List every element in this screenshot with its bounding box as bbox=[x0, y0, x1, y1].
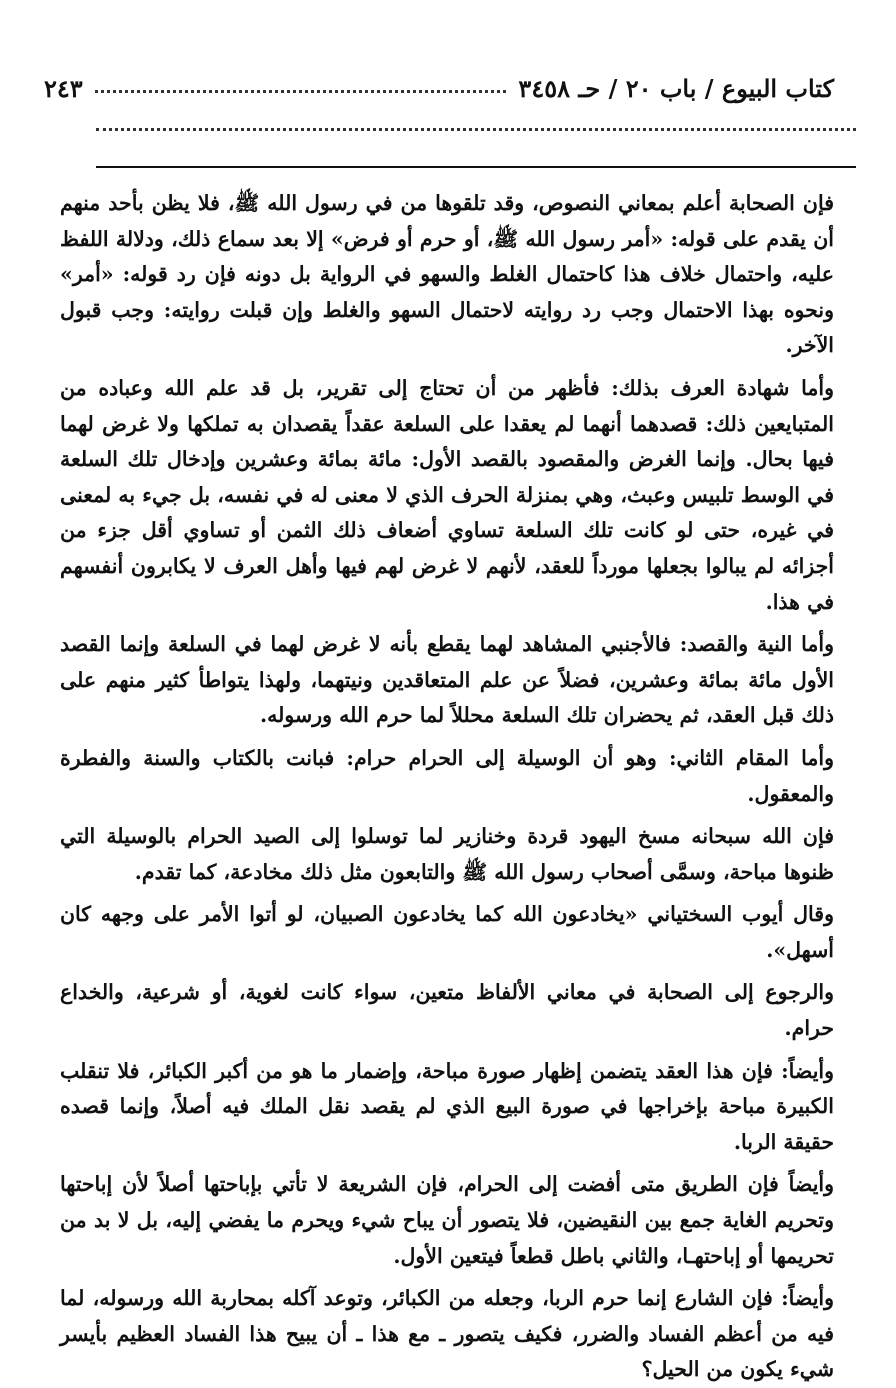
header-dot-leader bbox=[95, 90, 507, 93]
header-title: كتاب البيوع / باب ٢٠ / حـ ٣٤٥٨ bbox=[518, 73, 834, 103]
paragraph-2: وأما شهادة العرف بذلك: فأظهر من أن تحتاج إلى تقرير، بل قد علم الله وعباده من المتبايعين ذلك: قصدهما أنهما لم يعقدا على السلعة عقداً يقصدان به تملكها ولا غرض لهما فيها بحال. وإنما الغرض والمقصود بالقصد الأول: مائة بمائة وعشرين وإدخال تلك السلعة في الوسط تلبيس وعبث، وهي بمنزلة الحرف الذي لا معنى له في نفسه، بل جيء به لمعنى في غيره، حتى لو كانت تلك السلعة تساوي أضعاف ذلك الثمن أو تساوي أقل جزء من أجزائه لم يبالوا بجعلها مورداً للعقد، لأنهم لا غرض لهم فيها وأهل العرف لا يكابرون أنفسهم في هذا. bbox=[60, 375, 834, 614]
page-number: ٢٤٣ bbox=[44, 73, 83, 103]
running-header bbox=[44, 68, 834, 108]
paragraph-9: وأيضاً فإن الطريق متى أفضت إلى الحرام، فإن الشريعة لا تأتي بإباحتها أصلاً لأن إباحتها وتحريم الغاية جمع بين النقيضين، فلا يتصور أن يباح شيء ويحرم ما يفضي إليه، بل لا بد من تحريمها أو إباحتهـا، والثاني باطل قطعاً فيتعين الأول. bbox=[60, 1172, 834, 1268]
paragraph-10: وأيضاً: فإن الشارع إنما حرم الربا، وجعله من الكبائر، وتوعد آكله بمحاربة الله ورسوله، لما فيه من أعظم الفساد والضرر، فكيف يتصور ـ مع هذا ـ أن يبيح هذا الفساد العظيم بأيسر شيء يكون من الحيل؟ bbox=[60, 1286, 834, 1382]
paragraph-5: فإن الله سبحانه مسخ اليهود قردة وخنازير لما توسلوا إلى الصيد الحرام بالوسيلة التي ظنوها مباحة، وسمَّى أصحاب رسول الله ﷺ والتابعون مثل ذلك مخادعة، كما تقدم. bbox=[60, 824, 834, 884]
header-solid-divider bbox=[96, 166, 856, 168]
header-dotted-divider bbox=[96, 128, 856, 131]
paragraph-8: وأيضاً: فإن هذا العقد يتضمن إظهار صورة مباحة، وإضمار ما هو من أكبر الكبائر، فلا تنقلب الكبيرة مباحة بإخراجها في صورة البيع الذي لم يقصد نقل الملك فيه أصلاً، وإنما قصده حقيقة الربا. bbox=[60, 1058, 834, 1154]
body-text bbox=[60, 186, 834, 1388]
paragraph-7: والرجوع إلى الصحابة في معاني الألفاظ متعين، سواء كانت لغوية، أو شرعية، والخداع حرام. bbox=[60, 980, 834, 1041]
paragraph-1: فإن الصحابة أعلم بمعاني النصوص، وقد تلقوها من في رسول الله ﷺ، فلا يظن بأحد منهم أن يقدم على قوله: «أمر رسول الله ﷺ، أو حرم أو فرض» إلا بعد سماع ذلك، ودلالة اللفظ عليه، واحتمال خلاف هذا كاحتمال الغلط والسهو في الرواية بل دونه فإن رد قوله: «أمر» ونحوه بهذا الاحتمال وجب رد روايته لاحتمال السهو والغلط وإن قبلت روايته: وجب قبول الآخر. bbox=[60, 191, 834, 358]
paragraph-6: وقال أيوب السختياني «يخادعون الله كما يخادعون الصبيان، لو أتوا الأمر على وجهه كان أسهل». bbox=[60, 902, 834, 962]
paragraph-3: وأما النية والقصد: فالأجنبي المشاهد لهما يقطع بأنه لا غرض لهما في السلعة وإنما القصد الأول مائة بمائة وعشرين، فضلاً عن علم المتعاقدين ونيتهما، ولهذا يتواطأ كثير منهم على ذلك قبل العقد، ثم يحضران تلك السلعة محللاً لما حرم الله ورسوله. bbox=[60, 632, 834, 728]
paragraph-4: وأما المقام الثاني: وهو أن الوسيلة إلى الحرام حرام: فبانت بالكتاب والسنة والفطرة والمعقول. bbox=[60, 745, 834, 806]
